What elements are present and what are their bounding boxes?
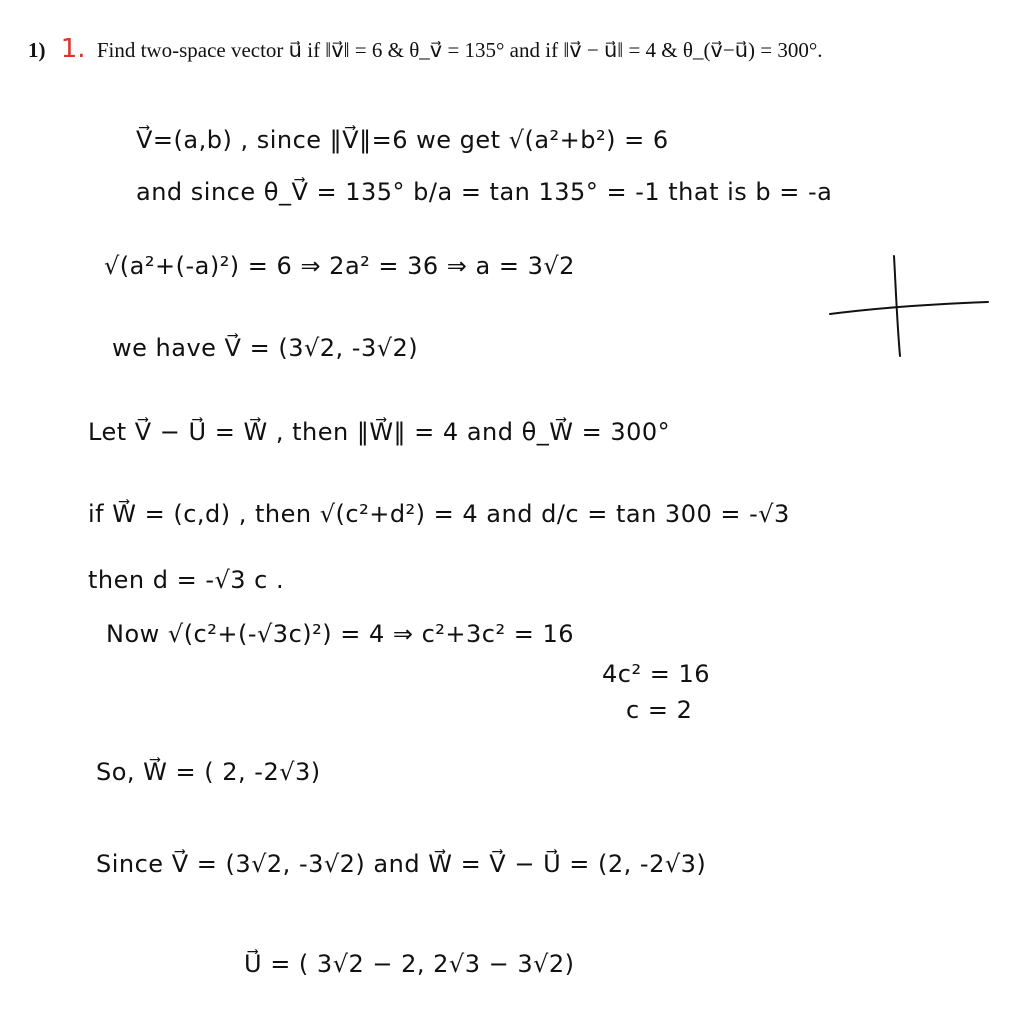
solution-line-13: U⃗ = ( 3√2 − 2, 2√3 − 3√2) <box>244 950 575 978</box>
problem-text: Find two-space vector u⃗ if ‖v⃗‖ = 6 & θ_v⃗ = 135° and if ‖v⃗ − u⃗‖ = 4 & θ_(v⃗−u⃗) = 300°. <box>96 38 823 62</box>
solution-line-2: and since θ_V⃗ = 135° b/a = tan 135° = -1 that is b = -a <box>136 178 833 206</box>
solution-line-8: Now √(c²+(-√3c)²) = 4 ⇒ c²+3c² = 16 <box>106 620 575 648</box>
solution-line-9: 4c² = 16 <box>602 660 710 688</box>
axes-sketch <box>826 252 996 362</box>
solution-line-10: c = 2 <box>626 696 693 724</box>
solution-line-3: √(a²+(-a)²) = 6 ⇒ 2a² = 36 ⇒ a = 3√2 <box>104 252 575 280</box>
handwritten-problem-number: 1. <box>60 34 86 64</box>
problem-statement <box>28 34 1018 64</box>
solution-line-12: Since V⃗ = (3√2, -3√2) and W⃗ = V⃗ − U⃗ = (2, -2√3) <box>96 850 707 878</box>
solution-line-11: So, W⃗ = ( 2, -2√3) <box>96 758 321 786</box>
solution-line-6: if W⃗ = (c,d) , then √(c²+d²) = 4 and d/c = tan 300 = -√3 <box>88 500 790 528</box>
solution-line-7: then d = -√3 c . <box>88 566 285 594</box>
problem-number: 1) <box>28 38 46 62</box>
solution-line-4: we have V⃗ = (3√2, -3√2) <box>112 334 419 362</box>
solution-line-1: V⃗=(a,b) , since ‖V⃗‖=6 we get √(a²+b²) = 6 <box>136 126 669 154</box>
solution-line-5: Let V⃗ − U⃗ = W⃗ , then ‖W⃗‖ = 4 and θ_W⃗ = 300° <box>88 418 671 446</box>
